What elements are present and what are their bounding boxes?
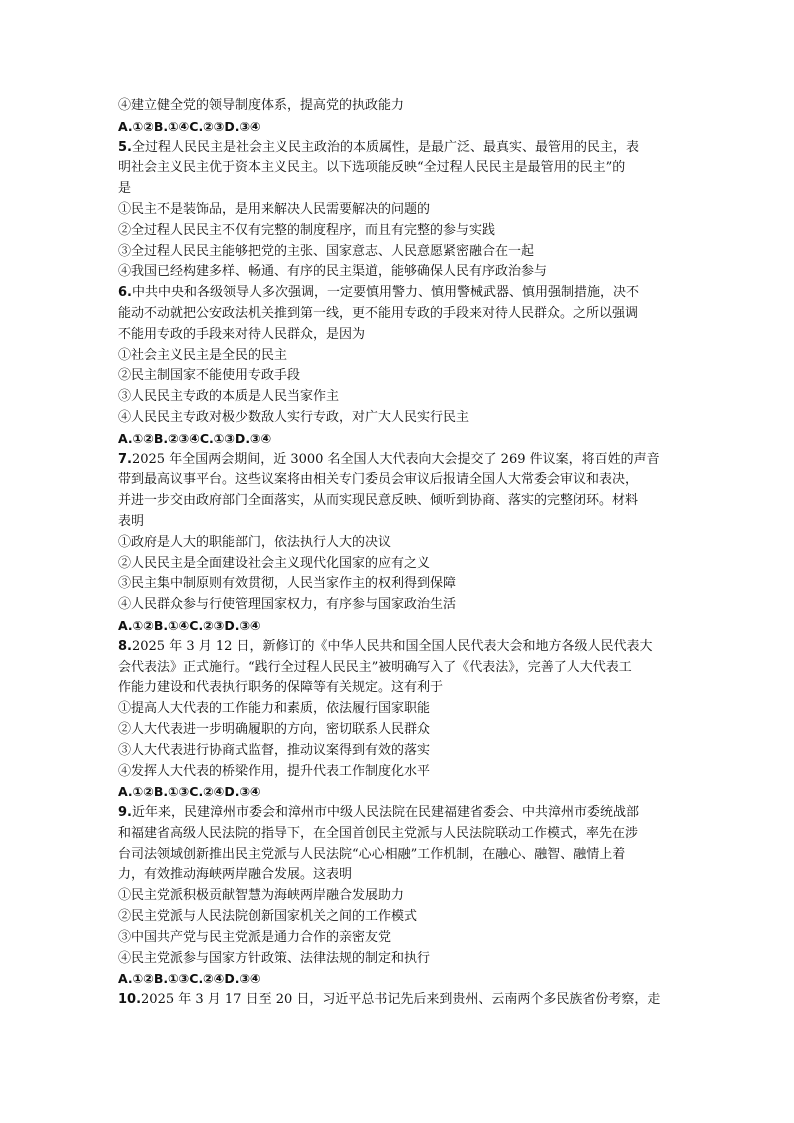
question-number: 5. <box>118 139 132 155</box>
question-stem: 不能用专政的手段来对待人民群众，是因为 <box>118 326 366 342</box>
question-stem: 2025 年 3 月 12 日，新修订的《中华人民共和国全国人民代表大会和地方各级人民代表大 <box>131 638 653 654</box>
option-text: ②人大代表进一步明确履职的方向，密切联系人民群众 <box>118 721 431 737</box>
question-stem: 中共中央和各级领导人多次强调，一定要慎用警力、慎用警械武器、慎用强制措施，决不 <box>131 285 639 301</box>
answer-choices: A.①②B.①③C.②④D.③④ <box>118 971 261 987</box>
question-stem: 近年来，民建漳州市委会和漳州市中级人民法院在民建福建省委会、中共漳州市委统战部 <box>131 805 639 821</box>
option-text: ④建立健全党的领导制度体系，提高党的执政能力 <box>118 98 405 113</box>
option-text: ①社会主义民主是全民的民主 <box>118 347 288 363</box>
question-stem: 和福建省高级人民法院的指导下，在全国首创民主党派与人民法院联动工作模式，率先在涉 <box>118 825 639 841</box>
option-text: ④人民民主专政对极少数敌人实行专政，对广大人民实行民主 <box>118 409 470 425</box>
question-stem: 带到最高议事平台。这些议案将由相关专门委员会审议后报请全国人大常委会审议和表决， <box>118 472 639 488</box>
option-text: ④发挥人大代表的桥梁作用，提升代表工作制度化水平 <box>118 763 431 779</box>
answer-choices: A.①②B.②③④C.①③D.③④ <box>118 430 272 446</box>
question-9 <box>118 803 678 990</box>
option-text: ②民主制国家不能使用专政手段 <box>118 368 301 384</box>
question-stem: 台司法领域创新推出民主党派与人民法院“心心相融”工作机制，在融心、融智、融情上着 <box>118 846 626 862</box>
question-stem: 会代表法》正式施行。“践行全过程人民民主”被明确写入了《代表法》，完善了人大代表工 <box>118 659 632 675</box>
option-text: ②民主党派与人民法院创新国家机关之间的工作模式 <box>118 909 418 925</box>
option-text: ②人民民主是全面建设社会主义现代化国家的应有之义 <box>118 555 431 571</box>
question-number: 10. <box>118 992 142 1008</box>
question-number: 6. <box>118 285 132 301</box>
question-stem: 全过程人民民主是社会主义民主政治的本质属性，是最广泛、最真实、最管用的民主，表 <box>131 139 639 155</box>
question-stem: 并进一步交由政府部门全面落实，从而实现民意反映、倾听到协商、落实的完整闭环。材料 <box>118 493 639 509</box>
option-text: ③民主集中制原则有效贯彻，人民当家作主的权利得到保障 <box>118 576 457 592</box>
question-stem: 明社会主义民主优于资本主义民主。以下选项能反映“全过程人民民主是最管用的民主”的 <box>118 160 626 176</box>
option-text: ③人大代表进行协商式监督，推动议案得到有效的落实 <box>118 742 431 758</box>
option-text: ③人民民主专政的本质是人民当家作主 <box>118 389 340 405</box>
option-text: ④我国已经构建多样、畅通、有序的民主渠道，能够确保人民有序政治参与 <box>118 264 548 280</box>
question-stem: 表明 <box>118 513 145 529</box>
answer-choices: A.①②B.①④C.②③D.③④ <box>118 118 261 134</box>
option-text: ①提高人大代表的工作能力和素质，依法履行国家职能 <box>118 701 431 717</box>
option-text: ③中国共产党与民主党派是通力合作的亲密友党 <box>118 929 392 945</box>
option-text: ②全过程人民民主不仅有完整的制度程序，而且有完整的参与实践 <box>118 222 496 238</box>
answer-choices: A.①②B.①③C.②④D.③④ <box>118 784 261 800</box>
question-10 <box>118 990 678 1011</box>
option-text: ④民主党派参与国家方针政策、法律法规的制定和执行 <box>118 950 431 966</box>
question-stem: 能动不动就把公安政法机关推到第一线，更不能用专政的手段来对待人民群众。之所以强调 <box>118 305 639 321</box>
question-stem: 2025 年 3 月 17 日至 20 日，习近平总书记先后来到贵州、云南两个多民族省份考察，走 <box>141 992 661 1008</box>
question-stem: 2025 年全国两会期间，近 3000 名全国人大代表向大会提交了 269 件议案，将百姓的声音 <box>131 451 660 467</box>
option-text: ①政府是人大的职能部门，依法执行人大的决议 <box>118 534 392 550</box>
option-text: ①民主党派积极贡献智慧为海峡两岸融合发展助力 <box>118 888 405 904</box>
document-page <box>118 96 678 1011</box>
answer-choices: A.①②B.①④C.②③D.③④ <box>118 617 261 633</box>
option-text: ①民主不是装饰品，是用来解决人民需要解决的问题的 <box>118 201 431 217</box>
question-5 <box>118 138 678 284</box>
question-6 <box>118 283 678 449</box>
question-number: 9. <box>118 805 132 821</box>
question-7 <box>118 450 678 637</box>
question-number: 8. <box>118 638 132 654</box>
question-number: 7. <box>118 451 132 467</box>
question-stem: 力，有效推动海峡两岸融合发展。这表明 <box>118 867 353 883</box>
question-8 <box>118 637 678 803</box>
option-text: ③全过程人民民主能够把党的主张、国家意志、人民意愿紧密融合在一起 <box>118 243 535 259</box>
question-stem: 作能力建设和代表执行职务的保障等有关规定。这有利于 <box>118 680 444 696</box>
question-stem: 是 <box>118 181 132 197</box>
option-text: ④人民群众参与行使管理国家权力，有序参与国家政治生活 <box>118 597 457 613</box>
